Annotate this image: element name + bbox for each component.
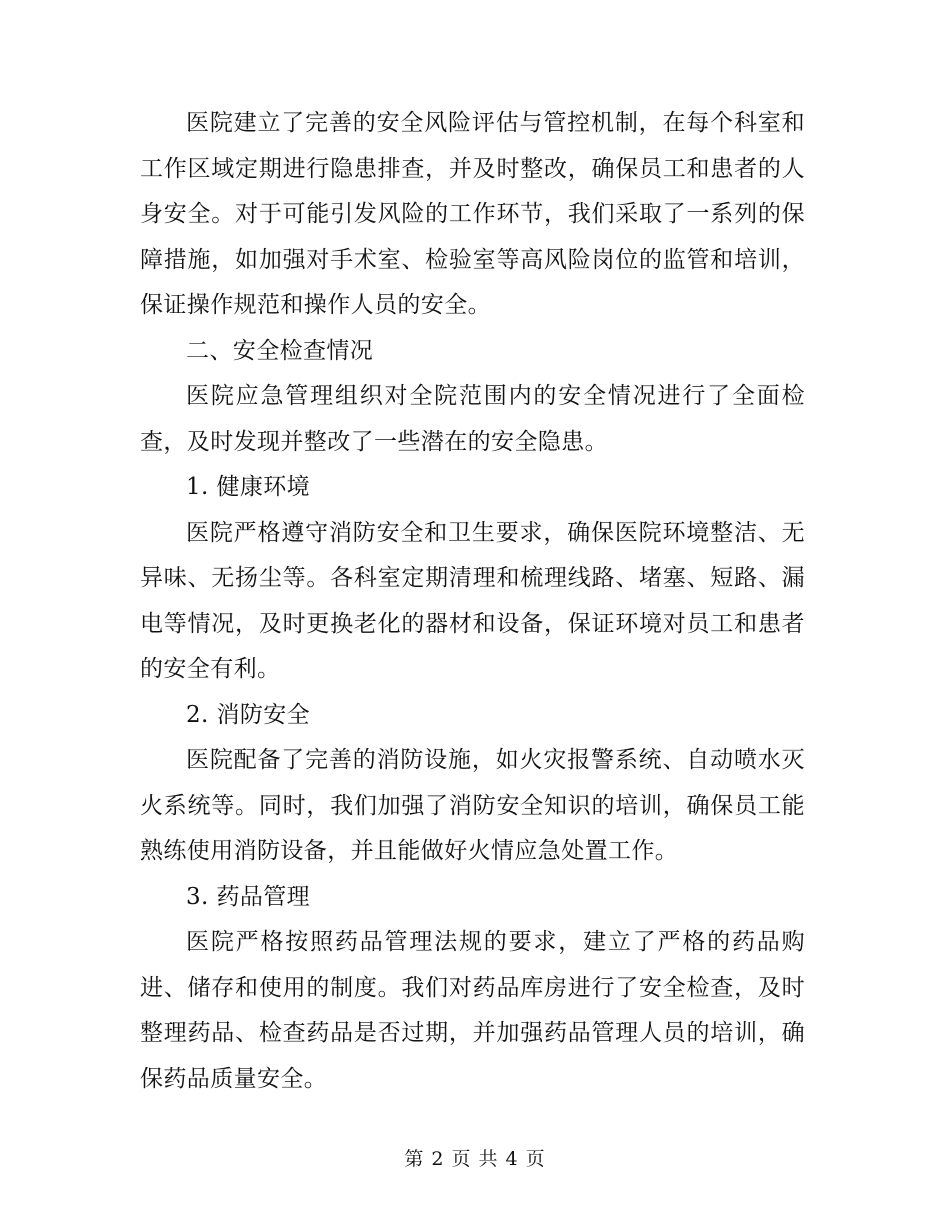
subheading-fire-safety: 2. 消防安全 [186,701,311,728]
page-number-footer: 第 2 页 共 4 页 [404,1148,546,1170]
paragraph-inspection-summary: 医院应急管理组织对全院范围内的安全情况进行了全面检查，及时发现并整改了一些潜在的安全隐患。 [140,383,805,455]
section-heading-safety-inspection: 二、安全检查情况 [186,337,374,364]
paragraph-risk-control: 医院建立了完善的安全风险评估与管控机制，在每个科室和工作区域定期进行隐患排查，并及时整改，确保员工和患者的人身安全。对于可能引发风险的工作环节，我们采取了一系列的保障措施，如加强对手术室、检验室等高风险岗位的监管和培训，保证操作规范和操作人员的安全。 [140,110,805,318]
subheading-health-environment: 1. 健康环境 [186,474,311,500]
subheading-drug-management: 3. 药品管理 [186,883,311,910]
paragraph-drug-management: 医院严格按照药品管理法规的要求，建立了严格的药品购进、储存和使用的制度。我们对药品库房进行了安全检查，及时整理药品、检查药品是否过期，并加强药品管理人员的培训，确保药品质量安全。 [140,929,805,1092]
document-body [140,101,805,1102]
paragraph-health-environment: 医院严格遵守消防安全和卫生要求，确保医院环境整洁、无异味、无扬尘等。各科室定期清理和梳理线路、堵塞、短路、漏电等情况，及时更换老化的器材和设备，保证环境对员工和患者的安全有利。 [140,519,805,682]
paragraph-fire-safety: 医院配备了完善的消防设施，如火灾报警系统、自动喷水灭火系统等。同时，我们加强了消防安全知识的培训，确保员工能熟练使用消防设备，并且能做好火情应急处置工作。 [140,747,805,864]
